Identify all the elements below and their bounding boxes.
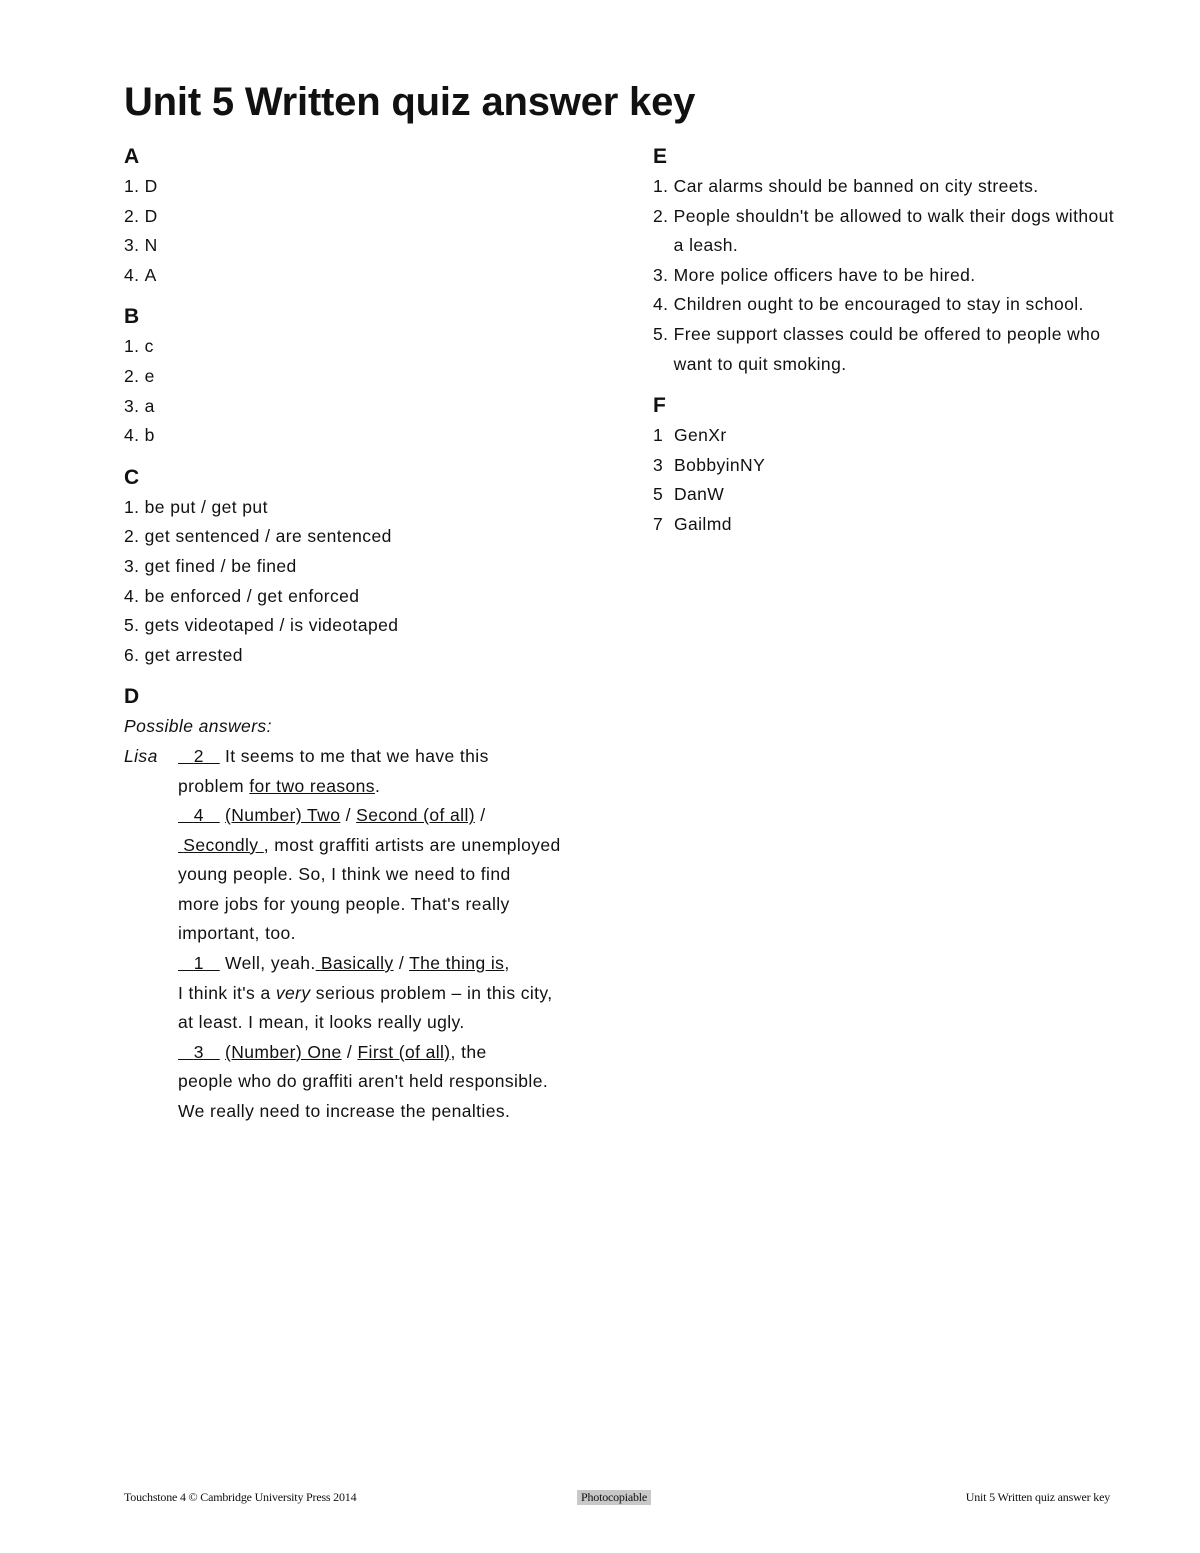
dialogue-fragment: , — [504, 953, 510, 974]
item-number: 4. — [653, 294, 669, 315]
item-answer: More police officers have to be hired. — [673, 264, 976, 285]
item-answer: a — [144, 395, 155, 416]
dialogue-fragment: I think it's a — [178, 982, 276, 1003]
dialogue-line: important, too. — [178, 923, 296, 944]
section-b-item-4 — [124, 421, 594, 451]
dialogue-fragment: / — [474, 805, 486, 826]
dialogue-line: people who do graffiti aren't held responsible. — [178, 1071, 549, 1092]
underlined-answer: The thing is — [409, 953, 505, 974]
item-answer: Free support classes could be offered to people who want to quit smoking. — [673, 323, 1101, 374]
item-number: 3. — [653, 264, 669, 285]
underlined-answer: Secondly — [183, 834, 259, 855]
underlined-answer: for two reasons — [249, 775, 375, 796]
left-column — [124, 142, 594, 1127]
answer-blank — [178, 835, 264, 855]
section-a-item-1 — [124, 172, 594, 202]
item-number: 1. — [124, 496, 140, 517]
item-number: 4. — [124, 585, 140, 606]
item-number: 6. — [124, 644, 140, 665]
underlined-answer: (Number) One — [225, 1041, 342, 1062]
blank-number: 4 — [193, 805, 204, 826]
dialogue-line — [178, 831, 594, 861]
item-number: 5. — [653, 323, 669, 344]
blank-number: 1 — [193, 953, 204, 974]
item-answer: Children ought to be encouraged to stay in school. — [673, 294, 1084, 315]
item-number: 7 — [653, 513, 664, 534]
item-number: 3 — [653, 454, 664, 475]
right-column — [653, 142, 1123, 540]
dialogue-line — [178, 979, 594, 1009]
dialogue-fragment: , most graffiti artists are unemployed — [263, 834, 561, 855]
item-answer: BobbyinNY — [674, 454, 766, 475]
dialogue-fragment: problem — [178, 775, 250, 796]
section-a-heading: A — [124, 145, 140, 168]
section-f-item-4 — [653, 510, 1123, 540]
blank-number: 2 — [193, 745, 204, 766]
section-e-item-2 — [653, 202, 1123, 261]
underlined-answer: Second (of all) — [356, 805, 475, 826]
section-e-item-4 — [653, 290, 1123, 320]
section-e-item-1 — [653, 172, 1123, 202]
emphasized-word: very — [275, 982, 311, 1003]
item-answer: be enforced / get enforced — [144, 585, 360, 606]
answer-blank — [178, 805, 220, 825]
item-answer: get fined / be fined — [144, 555, 297, 576]
dialogue-fragment: Well, yeah. — [225, 953, 316, 974]
item-number: 3. — [124, 395, 140, 416]
item-answer: DanW — [674, 484, 725, 505]
dialogue-text — [178, 742, 594, 1127]
item-number: 2. — [124, 526, 140, 547]
section-c-item-2 — [124, 522, 594, 552]
section-f-item-3 — [653, 480, 1123, 510]
item-number: 2. — [124, 365, 140, 386]
section-c-item-6 — [124, 641, 594, 671]
item-number: 5. — [124, 615, 140, 636]
blank-number: 3 — [193, 1041, 204, 1062]
item-answer: b — [144, 425, 155, 446]
underlined-answer: (Number) Two — [225, 805, 341, 826]
section-c-item-3 — [124, 552, 594, 582]
item-number: 2. — [124, 205, 140, 226]
section-b-heading: B — [124, 305, 140, 329]
dialogue-line: at least. I mean, it looks really ugly. — [178, 1012, 465, 1033]
section-c-item-4 — [124, 582, 594, 612]
answer-blank — [178, 746, 220, 766]
item-number: 1. — [124, 176, 140, 196]
section-f-item-1 — [653, 421, 1123, 451]
item-answer: e — [144, 365, 155, 386]
section-a-item-2 — [124, 202, 594, 232]
section-f-item-2 — [653, 451, 1123, 481]
section-e-item-5 — [653, 320, 1123, 379]
section-a-item-3 — [124, 231, 594, 261]
item-answer: get arrested — [144, 644, 243, 665]
item-answer: D — [144, 176, 158, 196]
underlined-answer: First (of all) — [357, 1041, 451, 1062]
item-number: 4. — [124, 425, 140, 446]
dialogue-fragment: / — [341, 1041, 358, 1062]
item-answer: D — [144, 205, 158, 226]
item-answer: N — [144, 235, 158, 256]
item-number: 4. — [124, 264, 140, 285]
section-a-item-4 — [124, 261, 594, 291]
item-answer: gets videotaped / is videotaped — [144, 615, 399, 636]
section-d-dialogue — [124, 742, 594, 1127]
section-d-intro: Possible answers: — [124, 716, 272, 737]
section-b-item-1 — [124, 332, 594, 362]
section-c-item-1 — [124, 493, 594, 523]
footer-photocopiable-badge: Photocopiable — [577, 1490, 651, 1505]
dialogue-line: We really need to increase the penalties. — [178, 1101, 511, 1122]
section-c-heading: C — [124, 465, 140, 489]
dialogue-line — [178, 801, 594, 831]
item-answer: get sentenced / are sentenced — [144, 526, 392, 547]
item-number: 1. — [124, 336, 140, 357]
dialogue-line — [178, 949, 594, 979]
section-b-item-3 — [124, 392, 594, 422]
item-number: 5 — [653, 484, 664, 505]
item-number: 2. — [653, 205, 669, 226]
item-answer: be put / get put — [144, 496, 268, 517]
item-answer: c — [144, 336, 154, 357]
dialogue-line — [178, 772, 594, 802]
dialogue-fragment: / — [393, 953, 410, 974]
section-f-heading: F — [653, 394, 667, 418]
dialogue-fragment: It seems to me that we have this — [225, 745, 489, 766]
section-d-heading: D — [124, 685, 140, 709]
footer-copyright: Touchstone 4 © Cambridge University Press 2014 — [124, 1490, 357, 1504]
item-number: 1 — [653, 425, 664, 446]
section-e-heading: E — [653, 145, 668, 168]
section-b-item-2 — [124, 362, 594, 392]
item-number: 3. — [124, 555, 140, 576]
dialogue-fragment: serious problem – in this city, — [310, 982, 553, 1003]
item-answer: GenXr — [674, 425, 727, 446]
dialogue-fragment: , the — [450, 1041, 487, 1062]
item-number: 3. — [124, 235, 140, 256]
dialogue-line: young people. So, I think we need to find — [178, 864, 511, 885]
footer-page-label: Unit 5 Written quiz answer key — [965, 1490, 1110, 1504]
item-answer: A — [144, 264, 157, 285]
underlined-answer — [316, 953, 394, 973]
dialogue-line — [178, 742, 594, 772]
item-answer: People shouldn't be allowed to walk their dogs without a leash. — [673, 205, 1115, 256]
dialogue-fragment: / — [340, 805, 357, 826]
answer-text: Basically — [320, 953, 394, 974]
dialogue-line — [178, 1038, 594, 1068]
answer-blank — [178, 953, 220, 973]
dialogue-line: more jobs for young people. That's really — [178, 893, 510, 914]
section-e-item-3 — [653, 261, 1123, 291]
speaker-name: Lisa — [124, 745, 158, 766]
page-title: Unit 5 Written quiz answer key — [124, 80, 696, 124]
item-answer: Gailmd — [674, 513, 732, 534]
answer-blank — [178, 1042, 220, 1062]
section-c-item-5 — [124, 611, 594, 641]
dialogue-fragment: . — [374, 775, 381, 796]
item-number: 1. — [653, 176, 669, 196]
item-answer: Car alarms should be banned on city streets. — [673, 176, 1039, 196]
